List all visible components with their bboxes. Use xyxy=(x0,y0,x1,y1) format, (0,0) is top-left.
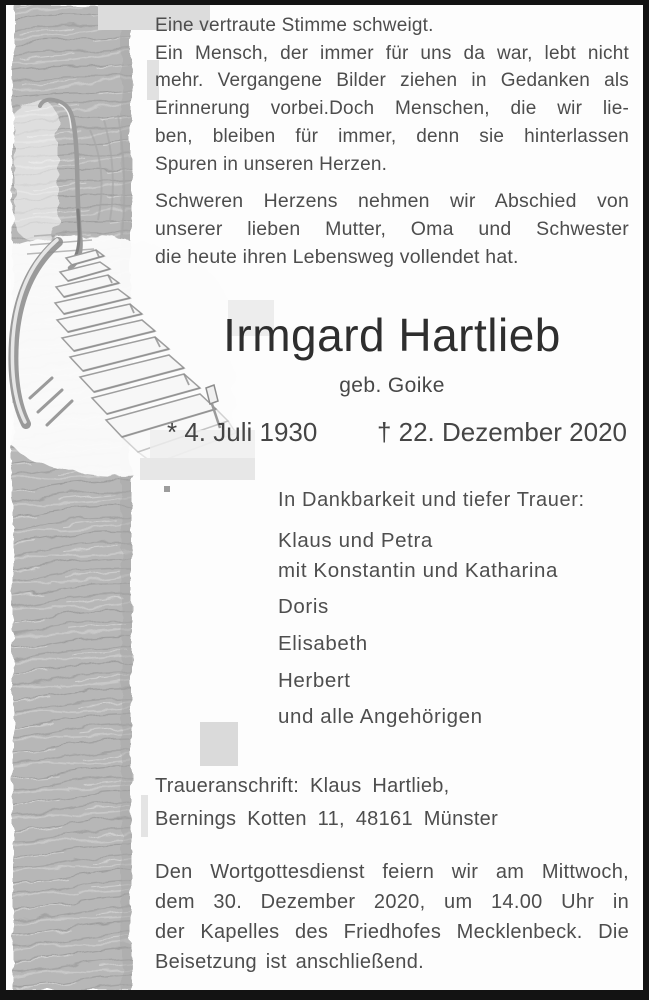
service-line: der Kapelles des Friedhofes Mecklenbeck. Die xyxy=(155,921,629,943)
address-line: Traueranschrift: Klaus Hartlieb, xyxy=(155,775,450,797)
poem-line: Ein Mensch, der immer für uns da war, lebt nicht xyxy=(155,42,629,64)
birth-date: * 4. Juli 1930 xyxy=(167,417,318,447)
life-dates xyxy=(155,414,629,450)
farewell-line: unserer lieben Mutter, Oma und Schwester xyxy=(155,218,629,241)
mourner-entry: mit Konstantin und Katharina xyxy=(278,559,559,582)
service-line: dem 30. Dezember 2020, um 14.00 Uhr in xyxy=(155,891,629,913)
poem-line: Eine vertraute Stimme schweigt. xyxy=(155,15,434,36)
mourner-entry: Herbert xyxy=(278,669,351,692)
farewell-line: Schweren Herzens nehmen wir Abschied von xyxy=(155,190,629,212)
opening-poem xyxy=(155,12,629,178)
mourner-entry: Klaus und Petra xyxy=(278,529,433,552)
mourners-list xyxy=(278,487,628,730)
poem-line: mehr. Vergangene Bilder ziehen in Gedanken als xyxy=(155,70,629,92)
mourner-entry: und alle Angehörigen xyxy=(278,705,483,728)
wall-highlight xyxy=(14,100,58,240)
poem-line: Spuren in unseren Herzen. xyxy=(155,153,388,175)
deceased-name: Irmgard Hartlieb xyxy=(223,309,561,361)
mourner-entry: Doris xyxy=(278,595,329,618)
death-date: † 22. Dezember 2020 xyxy=(376,417,627,447)
farewell-paragraph xyxy=(155,187,629,272)
service-line: Den Wortgottesdienst feiern wir am Mittwoch, xyxy=(155,861,629,883)
mourner-entry: Elisabeth xyxy=(278,632,368,655)
service-line: Beisetzung ist anschließend. xyxy=(155,951,424,973)
mourners-intro: In Dankbarkeit und tiefer Trauer: xyxy=(278,489,585,511)
maiden-name: geb. Goike xyxy=(339,374,445,397)
poem-line: Erinnerung vorbei.Doch Menschen, die wir lie- xyxy=(155,98,629,120)
mourning-address xyxy=(155,770,635,835)
farewell-line: die heute ihren Lebensweg vollendet hat. xyxy=(155,246,519,269)
service-info xyxy=(155,857,629,977)
poem-line: ben, bleiben für immer, denn sie hinterlassen xyxy=(155,125,629,147)
address-line: Bernings Kotten 11, 48161 Münster xyxy=(155,807,499,830)
